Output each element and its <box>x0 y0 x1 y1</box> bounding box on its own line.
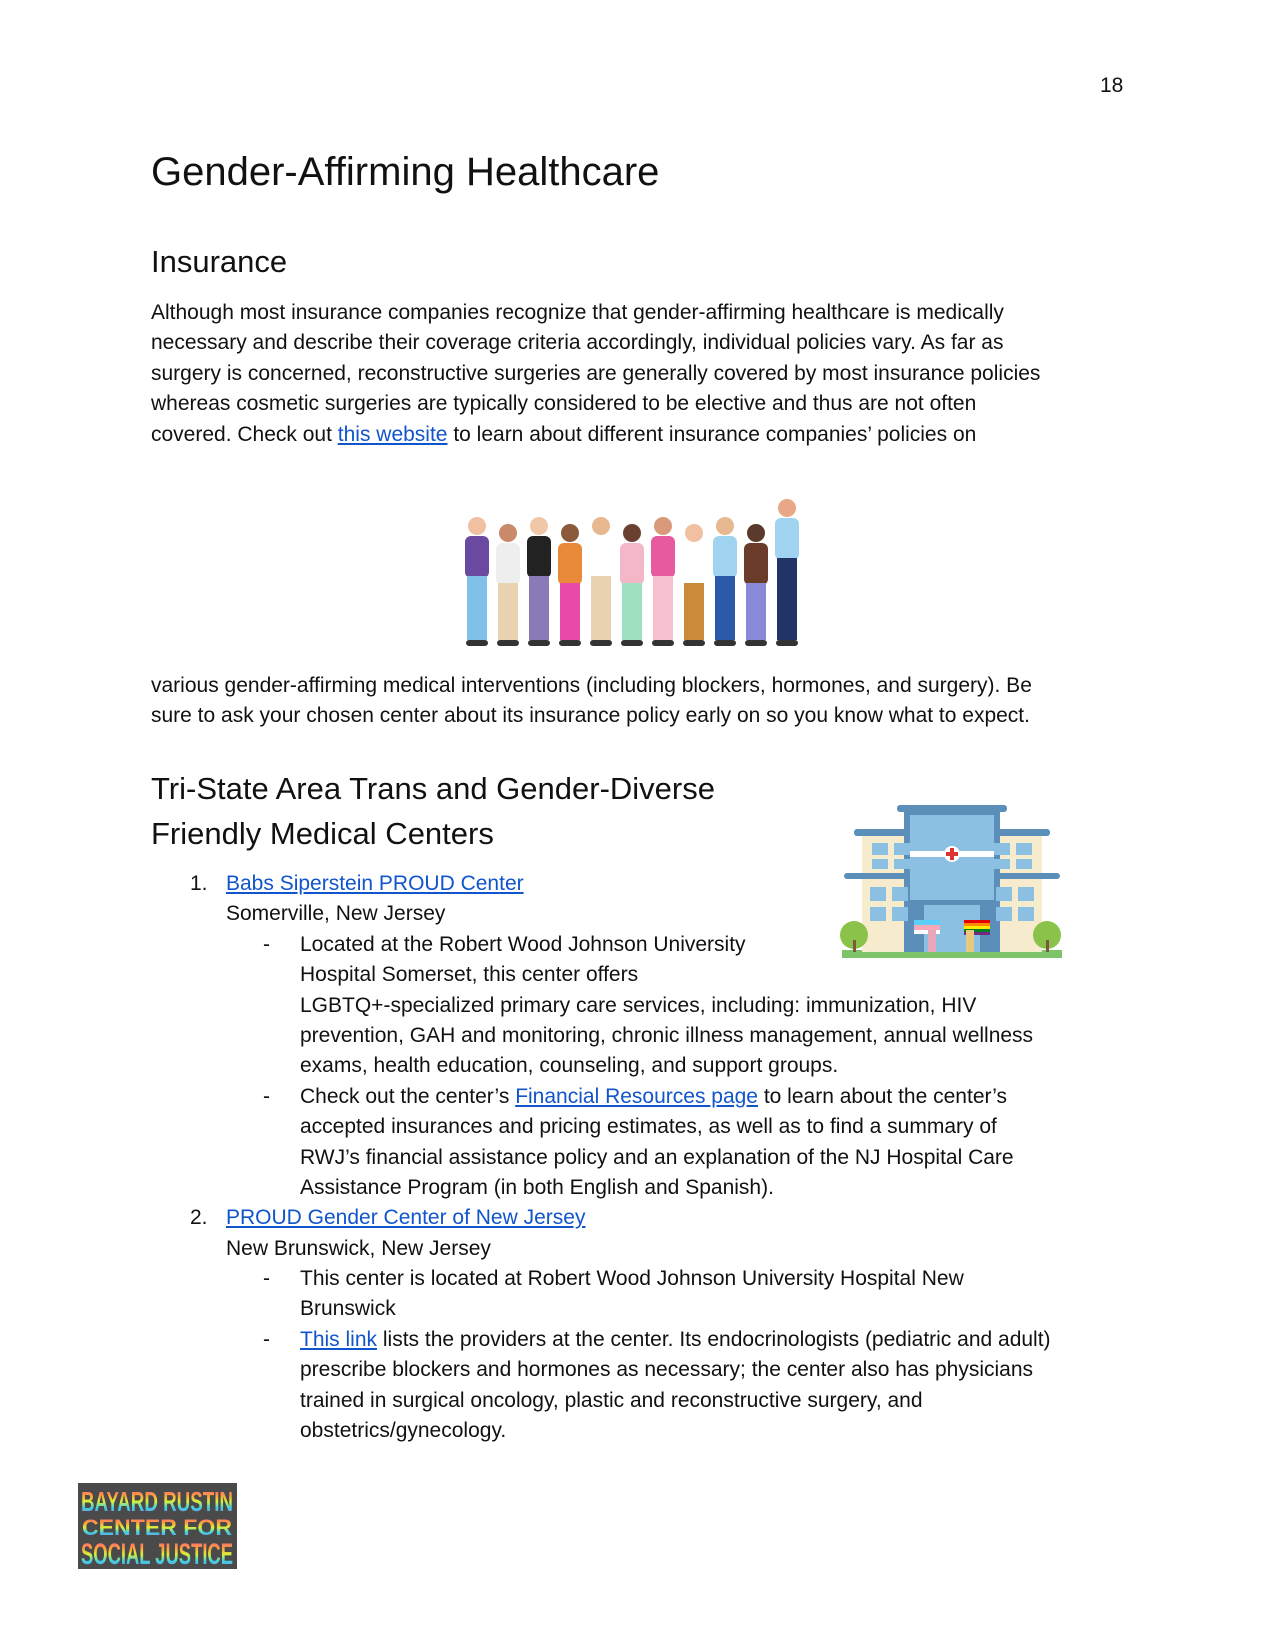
text-line: Hospital Somerset, this center offers <box>300 963 639 987</box>
person-figure-part <box>561 524 579 542</box>
text-line: LGBTQ+-specialized primary care services, including: immunization, HIV <box>300 993 977 1017</box>
person-figure-part <box>622 583 642 640</box>
person-figure-part <box>621 640 643 646</box>
medical-centers-list <box>0 869 1275 1446</box>
centers-heading-line2: Friendly Medical Centers <box>151 816 494 851</box>
person-figure-part <box>653 576 673 640</box>
list-number: 1. <box>190 872 208 895</box>
page-title: Gender-Affirming Healthcare <box>151 150 660 194</box>
person-figure-part <box>651 536 675 578</box>
bullet-dash: - <box>263 1267 270 1291</box>
this-website-link[interactable]: this website <box>337 422 448 446</box>
bayard-rustin-logo <box>78 1483 237 1569</box>
person-figure-part <box>682 543 706 585</box>
text-line: prevention, GAH and monitoring, chronic illness management, annual wellness <box>300 1023 1034 1047</box>
bullet-dash: - <box>263 1327 270 1351</box>
person-figure-part <box>747 524 765 542</box>
person-figure-part <box>715 576 735 640</box>
person-figure-part <box>465 536 489 578</box>
person-figure-part <box>777 558 797 640</box>
this-link[interactable]: This link <box>300 1327 378 1351</box>
person-figure-part <box>745 640 767 646</box>
person-figure-part <box>652 640 674 646</box>
bullet-dash: - <box>263 1084 270 1108</box>
text-line: Although most insurance companies recognize that gender-affirming healthcare is medically <box>151 301 1004 324</box>
text-line: RWJ’s financial assistance policy and an explanation of the NJ Hospital Care <box>300 1145 1014 1169</box>
text: to learn about different insurance companies’ policies on <box>447 422 977 446</box>
person-figure-part <box>592 517 610 535</box>
person-figure-part <box>499 524 517 542</box>
text-line: various gender-affirming medical interventions (including blockers, hormones, and surgery). Be <box>151 674 1032 697</box>
text-line: prescribe blockers and hormones as necessary; the center also has physicians <box>300 1358 1034 1382</box>
text-line: Assistance Program (in both English and Spanish). <box>300 1175 774 1199</box>
person-figure-part <box>714 640 736 646</box>
person-figure-part <box>530 517 548 535</box>
text-line: Brunswick <box>300 1297 396 1321</box>
person-figure-part <box>623 524 641 542</box>
text-line: trained in surgical oncology, plastic and reconstructive surgery, and <box>300 1388 923 1412</box>
text-line: exams, health education, counseling, and support groups. <box>300 1054 839 1078</box>
text-line: surgery is concerned, reconstructive surgeries are generally covered by most insurance policies <box>151 361 1041 385</box>
insurance-paragraph <box>151 298 1040 450</box>
person-figure-part <box>589 536 613 578</box>
person-figure-part <box>744 543 768 585</box>
person-figure-part <box>591 576 611 640</box>
text-line: accepted insurances and pricing estimates, as well as to find a summary of <box>300 1115 997 1139</box>
location: New Brunswick, New Jersey <box>226 1236 491 1260</box>
person-figure-part <box>496 543 520 585</box>
person-figure-part <box>713 536 737 578</box>
list-number: 2. <box>190 1206 208 1230</box>
person-figure-part <box>467 576 487 640</box>
person-figure-part <box>468 517 486 535</box>
bullet-dash: - <box>263 932 270 956</box>
list-item <box>0 1203 1275 1233</box>
person-figure-part <box>775 518 799 560</box>
person-figure-part <box>497 640 519 646</box>
person-figure-part <box>528 640 550 646</box>
insurance-paragraph-continued <box>151 671 1032 732</box>
person-figure-part <box>716 517 734 535</box>
babs-siperstein-link[interactable]: Babs Siperstein PROUD Center <box>226 872 524 895</box>
person-figure-part <box>560 583 580 640</box>
text-line: necessary and describe their coverage criteria accordingly, individual policies vary. As far as <box>151 331 1004 355</box>
text-line: This center is located at Robert Wood Johnson University Hospital New <box>300 1267 964 1291</box>
page-number: 18 <box>1100 74 1124 97</box>
text: to learn about the center’s <box>758 1084 1008 1108</box>
person-figure-part <box>685 524 703 542</box>
text-line: Located at the Robert Wood Johnson University <box>300 932 746 956</box>
text-line: sure to ask your chosen center about its insurance policy early on so you know what to expect. <box>151 704 1030 728</box>
logo-text: SOCIAL JUSTICE <box>81 1538 233 1571</box>
person-figure-part <box>466 640 488 646</box>
person-figure-part <box>527 536 551 578</box>
person-figure-part <box>778 499 796 517</box>
text-line <box>300 1325 1051 1355</box>
centers-heading-line1: Tri-State Area Trans and Gender-Diverse <box>151 771 715 806</box>
text-line <box>300 1082 1007 1112</box>
insurance-heading: Insurance <box>151 244 288 279</box>
text-line: obstetrics/gynecology. <box>300 1419 507 1443</box>
location: Somerville, New Jersey <box>226 902 446 926</box>
text: lists the providers at the center. Its endocrinologists (pediatric and adult) <box>377 1327 1051 1351</box>
person-figure-part <box>559 640 581 646</box>
text-line: whereas cosmetic surgeries are typically considered to be elective and thus are not often <box>151 392 977 416</box>
list-item <box>0 869 1275 899</box>
proud-gender-center-link[interactable]: PROUD Gender Center of New Jersey <box>226 1206 586 1230</box>
person-figure-part <box>558 543 582 585</box>
person-figure-part <box>620 543 644 585</box>
text: covered. Check out <box>151 422 338 446</box>
person-figure-part <box>683 640 705 646</box>
person-figure-part <box>529 576 549 640</box>
diverse-people-illustration <box>455 488 825 650</box>
text: Check out the center’s <box>300 1084 516 1108</box>
person-figure-part <box>776 640 798 646</box>
person-figure-part <box>498 583 518 640</box>
financial-resources-link[interactable]: Financial Resources page <box>515 1084 758 1108</box>
person-figure-part <box>590 640 612 646</box>
person-figure-part <box>654 517 672 535</box>
text-line <box>151 420 1040 450</box>
logo-text: CENTER FOR <box>82 1515 233 1540</box>
person-figure-part <box>746 583 766 640</box>
logo-text: BAYARD RUSTIN <box>81 1486 233 1517</box>
person-figure-part <box>684 583 704 640</box>
